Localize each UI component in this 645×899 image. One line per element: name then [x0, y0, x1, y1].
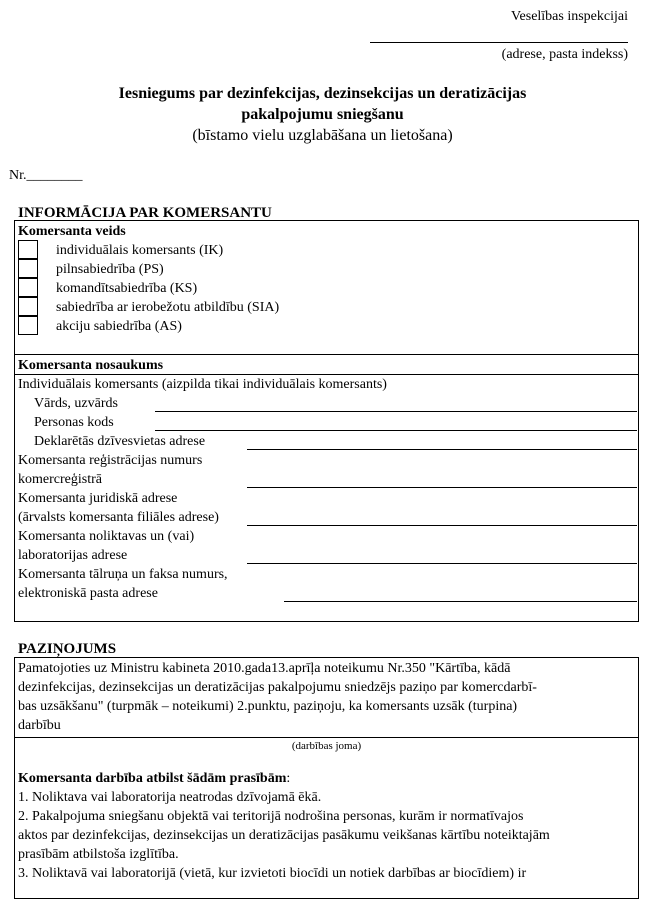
- reg-label-line2: komercreģistrā: [18, 472, 102, 487]
- reg-number-input[interactable]: [247, 487, 637, 488]
- checkbox-sia[interactable]: [18, 297, 38, 316]
- ik-note: Individuālais komersants (aizpilda tikai individuālais komersants): [18, 377, 387, 392]
- type-sia: sabiedrība ar ierobežotu atbildību (SIA): [56, 300, 280, 315]
- divider: [14, 354, 639, 355]
- activity-hint: (darbības joma): [291, 740, 362, 752]
- checkbox-ps[interactable]: [18, 259, 38, 278]
- section1-heading: INFORMĀCIJA PAR KOMERSANTU: [18, 205, 272, 221]
- notice-line2: dezinfekcijas, dezinsekcijas un deratizācijas pakalpojumu sniedzējs paziņo par komercdarbī-: [18, 680, 537, 695]
- reg-label-line1: Komersanta reģistrācijas numurs: [18, 453, 203, 468]
- requirement-2-line1: 2. Pakalpojuma sniegšanu objektā vai teritorijā nodrošina personas, kurām ir normatīvajos: [18, 809, 524, 824]
- contacts-input[interactable]: [284, 601, 637, 602]
- warehouse-label-line2: laboratorijas adrese: [18, 548, 128, 563]
- number-label: Nr.________: [9, 168, 83, 183]
- requirement-1: 1. Noliktava vai laboratorija neatrodas dzīvojamā ēkā.: [18, 790, 322, 805]
- type-as: akciju sabiedrība (AS): [56, 319, 182, 334]
- address-hint: (adrese, pasta indekss): [501, 47, 628, 62]
- requirement-2-line3: prasībām atbilstoša izglītība.: [18, 847, 179, 862]
- notice-line1: Pamatojoties uz Ministru kabineta 2010.gada13.aprīļa noteikumu Nr.350 "Kārtība, kādā: [18, 661, 511, 676]
- address-line[interactable]: [370, 42, 628, 43]
- activity-field-input[interactable]: [14, 737, 639, 738]
- title-line1: Iesniegums par dezinfekcijas, dezinsekcijas un deratizācijas: [118, 85, 527, 102]
- name-heading: Komersanta nosaukums: [18, 358, 164, 373]
- field-residence-label: Deklarētās dzīvesvietas adrese: [34, 434, 206, 449]
- legal-address-input[interactable]: [247, 525, 637, 526]
- legal-address-label-line2: (ārvalsts komersanta filiāles adrese): [18, 510, 219, 525]
- legal-address-label-line1: Komersanta juridiskā adrese: [18, 491, 178, 506]
- field-name-label: Vārds, uzvārds: [34, 396, 118, 411]
- notice-line3: bas uzsākšanu" (turpmāk – noteikumi) 2.punktu, paziņoju, ka komersants uzsāk (turpina): [18, 699, 518, 714]
- warehouse-address-input[interactable]: [247, 563, 637, 564]
- field-name-input[interactable]: [155, 411, 637, 412]
- requirement-3: 3. Noliktavā vai laboratorijā (vietā, kur izvietoti biocīdi un notiek darbības ar biocīdiem) ir: [18, 866, 527, 881]
- recipient: Veselības inspekcijai: [510, 9, 628, 24]
- field-residence-input[interactable]: [247, 449, 637, 450]
- field-personal-code-label: Personas kods: [34, 415, 114, 430]
- type-ik: individuālais komersants (IK): [56, 243, 224, 258]
- requirements-heading: Komersanta darbība atbilst šādām prasībām:: [18, 771, 291, 786]
- notice-line4: darbību: [18, 718, 61, 733]
- checkbox-ik[interactable]: [18, 240, 38, 259]
- field-personal-code-input[interactable]: [155, 430, 637, 431]
- section2-heading: PAZIŅOJUMS: [18, 641, 117, 657]
- checkbox-ks[interactable]: [18, 278, 38, 297]
- warehouse-label-line1: Komersanta noliktavas un (vai): [18, 529, 195, 544]
- title-line3: (bīstamo vielu uzglabāšana un lietošana): [192, 127, 453, 144]
- divider: [14, 374, 639, 375]
- contacts-label-line1: Komersanta tālruņa un faksa numurs,: [18, 567, 228, 582]
- contacts-label-line2: elektroniskā pasta adrese: [18, 586, 158, 601]
- checkbox-as[interactable]: [18, 316, 38, 335]
- title-line2: pakalpojumu sniegšanu: [241, 106, 404, 123]
- requirement-2-line2: aktos par dezinfekcijas, dezinsekcijas un deratizācijas pasākumu veikšanas kārtību noteiktajām: [18, 828, 550, 843]
- type-ps: pilnsabiedrība (PS): [56, 262, 164, 277]
- type-ks: komandītsabiedrība (KS): [56, 281, 198, 296]
- type-heading: Komersanta veids: [18, 224, 126, 239]
